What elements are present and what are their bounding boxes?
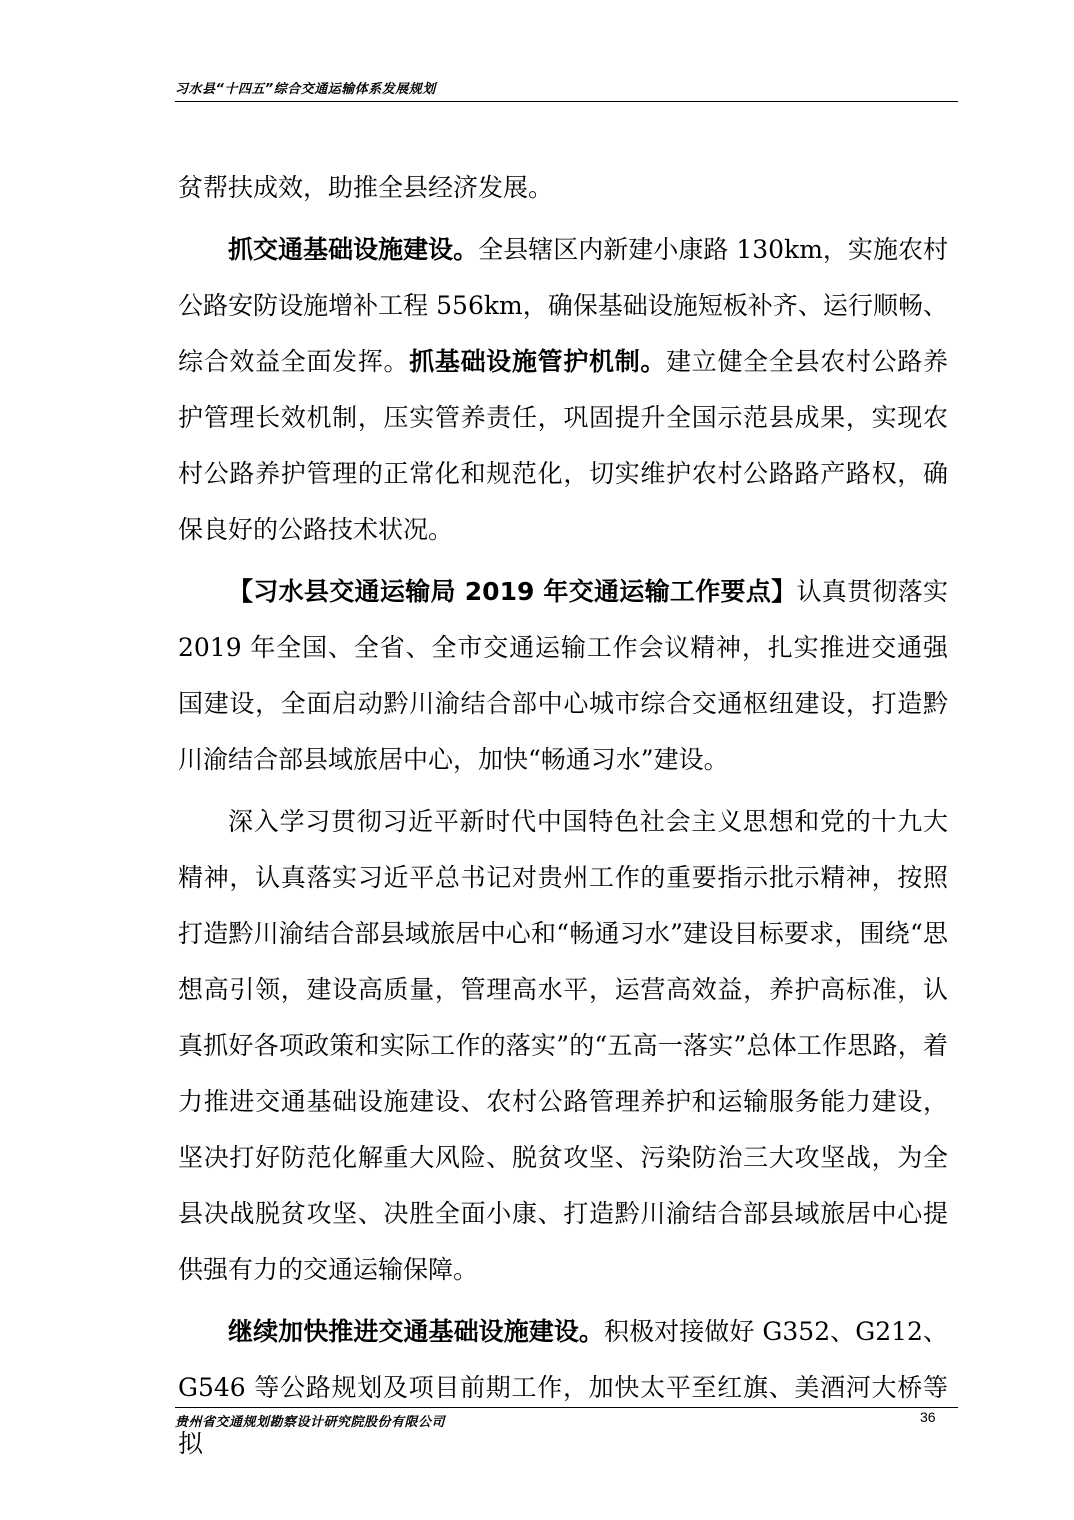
paragraph-continuation [178,160,948,216]
paragraph-lead: 继续加快推进交通基础设施建设。 [228,1317,604,1346]
paragraph-text: 全县辖区内新建小康路 130km，实施农村公路安防设施增补工程 556km，确保基础设施短板补齐、运行顺畅、综合效益全面发挥。 [178,235,948,376]
footer-divider [175,1407,958,1408]
document-body [178,160,948,1478]
paragraph-guidance [178,794,948,1298]
paragraph-work-points [178,564,948,788]
page-number: 36 [920,1409,936,1425]
paragraph-text: 贫帮扶成效，助推全县经济发展。 [178,173,554,202]
paragraph-continue-construction [178,1304,948,1472]
paragraph-text: 积极对接做好 G352、G212、G546 等公路规划及项目前期工作，加快太平至红旗、美酒河大桥等拟 [178,1317,948,1458]
paragraph-infrastructure [178,222,948,558]
paragraph-lead-secondary: 抓基础设施管护机制。 [409,347,667,376]
header-divider [175,101,958,102]
paragraph-lead: 【习水县交通运输局 2019 年交通运输工作要点】 [228,577,797,606]
paragraph-text: 认真贯彻落实 2019 年全国、全省、全市交通运输工作会议精神，扎实推进交通强国建设，全面启动黔川渝结合部中心城市综合交通枢纽建设，打造黔川渝结合部县域旅居中心，加快“畅通习水”建设。 [178,577,948,774]
paragraph-lead: 抓交通基础设施建设。 [228,235,479,264]
footer-company-name: 贵州省交通规划勘察设计研究院股份有限公司 [175,1415,446,1430]
paragraph-text-secondary: 建立健全全县农村公路养护管理长效机制，压实管养责任，巩固提升全国示范县成果，实现农村公路养护管理的正常化和规范化，切实维护农村公路路产路权，确保良好的公路技术状况。 [178,347,948,544]
paragraph-text: 深入学习贯彻习近平新时代中国特色社会主义思想和党的十九大精神，认真落实习近平总书记对贵州工作的重要指示批示精神，按照打造黔川渝结合部县域旅居中心和“畅通习水”建设目标要求，围绕“思想高引领，建设高质量，管理高水平，运营高效益，养护高标准，认真抓好各项政策和实际工作的落实”的“五高一落实”总体工作思路，着力推进交通基础设施建设、农村公路管理养护和运输服务能力建设，坚决打好防范化解重大风险、脱贫攻坚、污染防治三大攻坚战，为全县决战脱贫攻坚、决胜全面小康、打造黔川渝结合部县域旅居中心提供强有力的交通运输保障。 [178,807,948,1284]
page-header-title: 习水县“十四五”综合交通运输体系发展规划 [175,82,436,97]
